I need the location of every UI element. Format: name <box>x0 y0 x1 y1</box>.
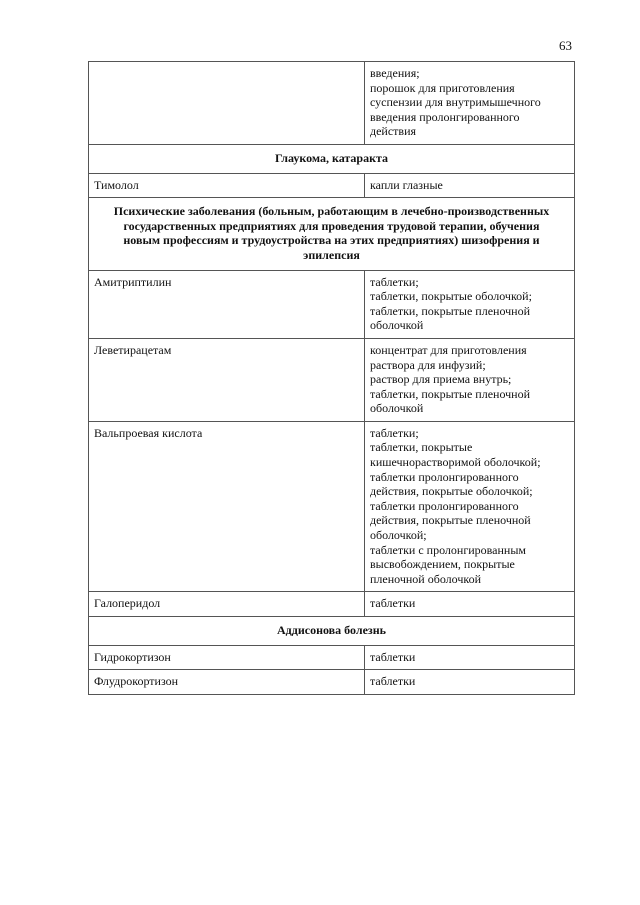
table-row <box>89 173 575 198</box>
table-row <box>89 645 575 670</box>
section-header-line: эпилепсия <box>303 247 360 262</box>
drug-name-cell: Тимолол <box>89 173 365 198</box>
section-header-row <box>89 144 575 173</box>
dosage-form-cell: таблетки <box>365 645 575 670</box>
table-row <box>89 62 575 145</box>
section-header-mental-disorders <box>89 198 575 270</box>
drug-name-cell: Вальпроевая кислота <box>89 421 365 592</box>
dosage-form-cell: таблетки <box>365 670 575 695</box>
drug-name-cell: Флудрокортизон <box>89 670 365 695</box>
section-header-glaucoma: Глаукома, катаракта <box>89 144 575 173</box>
dosage-form-cell: введения; порошок для приготовления суспензии для внутримышечного введения пролонгированного действия <box>365 62 575 145</box>
drug-name-cell: Леветирацетам <box>89 338 365 421</box>
table-row <box>89 270 575 338</box>
section-header-line: новым профессиям и трудоустройства на этих предприятиях) шизофрения и <box>123 233 540 248</box>
drug-name-cell: Галоперидол <box>89 592 365 617</box>
dosage-form-cell: таблетки <box>365 592 575 617</box>
dosage-form-cell: таблетки; таблетки, покрытые кишечнорастворимой оболочкой; таблетки пролонгированного действия, покрытые оболочкой; таблетки пролонгированного действия, покрытые пленочной оболочкой; таблетки с пролонгированным высвобождением, покрытые пленочной оболочкой <box>365 421 575 592</box>
table-row <box>89 592 575 617</box>
dosage-form-cell: концентрат для приготовления раствора для инфузий; раствор для приема внутрь; таблетки, покрытые пленочной оболочкой <box>365 338 575 421</box>
section-header-addison: Аддисонова болезнь <box>89 617 575 646</box>
drug-name-cell: Амитриптилин <box>89 270 365 338</box>
table-row <box>89 421 575 592</box>
table-row <box>89 670 575 695</box>
section-header-line: Психические заболевания (больным, работающим в лечебно-производственных <box>113 204 550 219</box>
dosage-form-cell: таблетки; таблетки, покрытые оболочкой; таблетки, покрытые пленочной оболочкой <box>365 270 575 338</box>
drug-table <box>88 61 575 695</box>
dosage-form-cell: капли глазные <box>365 173 575 198</box>
page-number: 63 <box>559 38 572 53</box>
drug-name-cell: Гидрокортизон <box>89 645 365 670</box>
section-header-row <box>89 617 575 646</box>
table-row <box>89 338 575 421</box>
section-header-row <box>89 198 575 270</box>
section-header-line: государственных предприятиях для проведения трудовой терапии, обучения <box>123 218 540 233</box>
drug-name-cell <box>89 62 365 145</box>
